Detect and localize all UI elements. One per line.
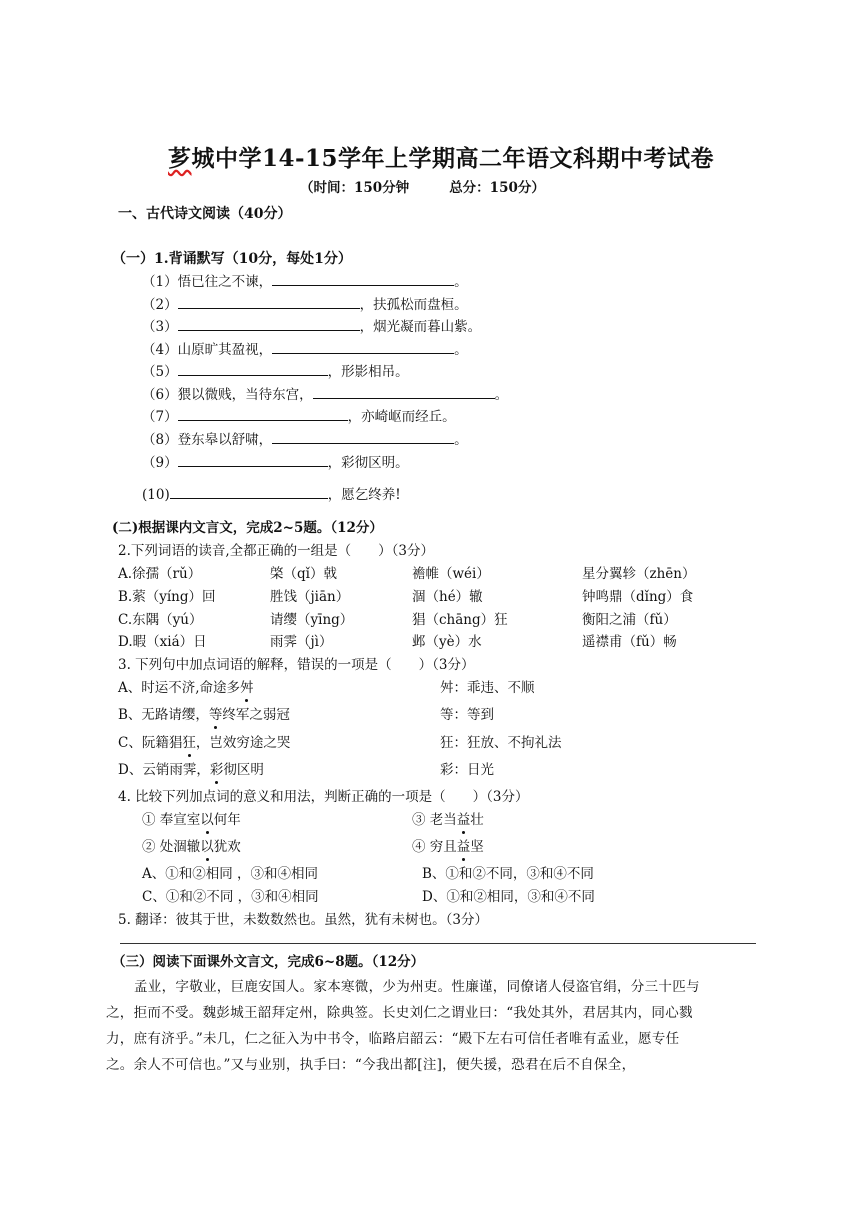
answer-blank[interactable] xyxy=(313,386,495,399)
passage-line-2: 之，拒而不受。魏彭城王韶拜定州，除典签。长史刘仁之谓业曰：“我处其外，君居其内，同心戮 xyxy=(106,1005,693,1021)
exam-subtitle xyxy=(300,176,545,196)
q2-option-a-4: 星分翼轸（zhēn） xyxy=(582,566,696,582)
answer-blank[interactable] xyxy=(178,296,360,309)
recite-item-3: （3） ，烟光凝而暮山紫。 xyxy=(142,319,482,335)
exam-title xyxy=(168,140,714,173)
recite-item-9: （9） ，彩彻区明。 xyxy=(142,455,409,471)
title-char-flagged: 芗 xyxy=(168,145,192,172)
recite-item-4: （4）山原旷其盈视， 。 xyxy=(142,342,468,358)
part3-heading: （三）阅读下面课外文言文，完成6~8题。（12分） xyxy=(112,954,425,970)
q3-gloss-a: 舛：乖违、不顺 xyxy=(440,680,535,696)
q3-option-a: A、时运不济,命途多舛 xyxy=(118,680,254,696)
recite-item-6: （6）猥以微贱，当待东宫， 。 xyxy=(142,387,509,403)
total-score: 总分：150分） xyxy=(449,180,545,196)
q4-option-b: B、①和②不同，③和④不同 xyxy=(422,866,594,882)
q4-sentence-4: ④ 穷且益坚 xyxy=(412,839,484,855)
q3-option-b: B、无路请缨，等终军之弱冠 xyxy=(118,707,290,723)
q4-stem: 4. 比较下列加点词的意义和用法，判断正确的一项是（ ）（3分） xyxy=(118,789,529,805)
q3-option-c: C、阮籍猖狂，岂效穷途之哭 xyxy=(118,735,291,751)
q2-option-d-4: 遥襟甫（fǔ）畅 xyxy=(582,634,677,650)
q2-option-b-2: 胜饯（jiān） xyxy=(270,589,350,605)
q2-option-c: C.东隅（yú） xyxy=(118,612,203,628)
q2-option-a: A.徐孺（rǔ） xyxy=(118,566,202,582)
part1-heading: （一）1.背诵默写（10分，每处1分） xyxy=(112,251,352,267)
answer-blank[interactable] xyxy=(178,408,348,421)
time-limit: （时间：150分钟 xyxy=(300,180,410,196)
answer-blank[interactable] xyxy=(272,431,454,444)
recite-item-1: （1）悟已往之不谏， 。 xyxy=(142,274,468,290)
q2-option-c-2: 请缨（yīng） xyxy=(270,612,354,628)
recite-item-10: (10) ，愿乞终养! xyxy=(142,487,401,503)
q3-gloss-c: 狂：狂放、不拘礼法 xyxy=(440,735,562,751)
q3-gloss-b: 等：等到 xyxy=(440,707,494,723)
q4-option-c: C、①和②不同 ，③和④相同 xyxy=(142,889,319,905)
recite-item-7: （7） ，亦崎岖而经丘。 xyxy=(142,409,456,425)
title-text: 城中学14-15学年上学期高二年语文科期中考试卷 xyxy=(191,145,715,172)
answer-blank[interactable] xyxy=(272,341,454,354)
recite-item-2: （2） ，扶孤松而盘桓。 xyxy=(142,297,468,313)
answer-blank[interactable] xyxy=(178,318,360,331)
part2-heading: (二)根据课内文言文，完成2~5题。（12分） xyxy=(112,520,383,536)
q2-option-d-3: 邺（yè）水 xyxy=(412,634,482,650)
recite-item-5: （5） ，形影相吊。 xyxy=(142,364,409,380)
passage-line-3: 力，庶有济乎。”未几，仁之征入为中书令，临路启韶云：“殿下左右可信任者唯有孟业，愿专任 xyxy=(106,1031,680,1047)
q5-stem: 5. 翻译：彼其于世，未数数然也。虽然，犹有未树也。（3分） xyxy=(118,912,489,928)
q4-sentence-3: ③ 老当益壮 xyxy=(412,812,484,828)
q2-option-c-4: 衡阳之浦（fǔ） xyxy=(582,612,677,628)
answer-blank[interactable] xyxy=(178,363,328,376)
passage-line-4: 之。余人不可信也。”又与业别，执手曰：“今我出都[注]，便失援，恐君在后不自保全， xyxy=(106,1057,636,1073)
q4-sentence-1: ① 奉宣室以何年 xyxy=(142,812,241,828)
answer-blank[interactable] xyxy=(178,454,328,467)
section-heading: 一、古代诗文阅读（40分） xyxy=(118,206,292,222)
q3-option-d: D、云销雨霁，彩彻区明 xyxy=(118,762,264,778)
q4-option-a: A、①和②相同 ，③和④相同 xyxy=(142,866,319,882)
q2-option-b: B.萦（yíng）回 xyxy=(118,589,216,605)
q2-option-a-3: 襜帷（wéi） xyxy=(412,566,490,582)
recite-item-8: （8）登东皋以舒啸， 。 xyxy=(142,432,468,448)
q4-option-d: D、①和②相同，③和④不同 xyxy=(422,889,595,905)
passage-line-1: 孟业，字敬业，巨鹿安国人。家本寒微，少为州吏。性廉谨，同僚诸人侵盗官绢，分三十匹与 xyxy=(134,979,700,995)
q3-gloss-d: 彩：日光 xyxy=(440,762,494,778)
q2-option-b-3: 涸（hé）辙 xyxy=(412,589,483,605)
section-divider xyxy=(120,943,756,944)
q3-stem: 3. 下列句中加点词语的解释，错误的一项是（ ）（3分） xyxy=(118,657,475,673)
answer-blank[interactable] xyxy=(170,486,328,499)
q2-option-a-2: 棨（qǐ）戟 xyxy=(270,566,337,582)
q2-option-d-2: 雨霁（jì） xyxy=(270,634,333,650)
q4-sentence-2: ② 处涸辙以犹欢 xyxy=(142,839,241,855)
answer-blank[interactable] xyxy=(272,273,454,286)
q2-option-d: D.暇（xiá）日 xyxy=(118,634,207,650)
q2-stem: 2.下列词语的读音,全都正确的一组是（ ）（3分） xyxy=(118,543,435,559)
q2-option-c-3: 猖（chāng）狂 xyxy=(412,612,508,628)
q2-option-b-4: 钟鸣鼎（dǐng）食 xyxy=(582,589,694,605)
